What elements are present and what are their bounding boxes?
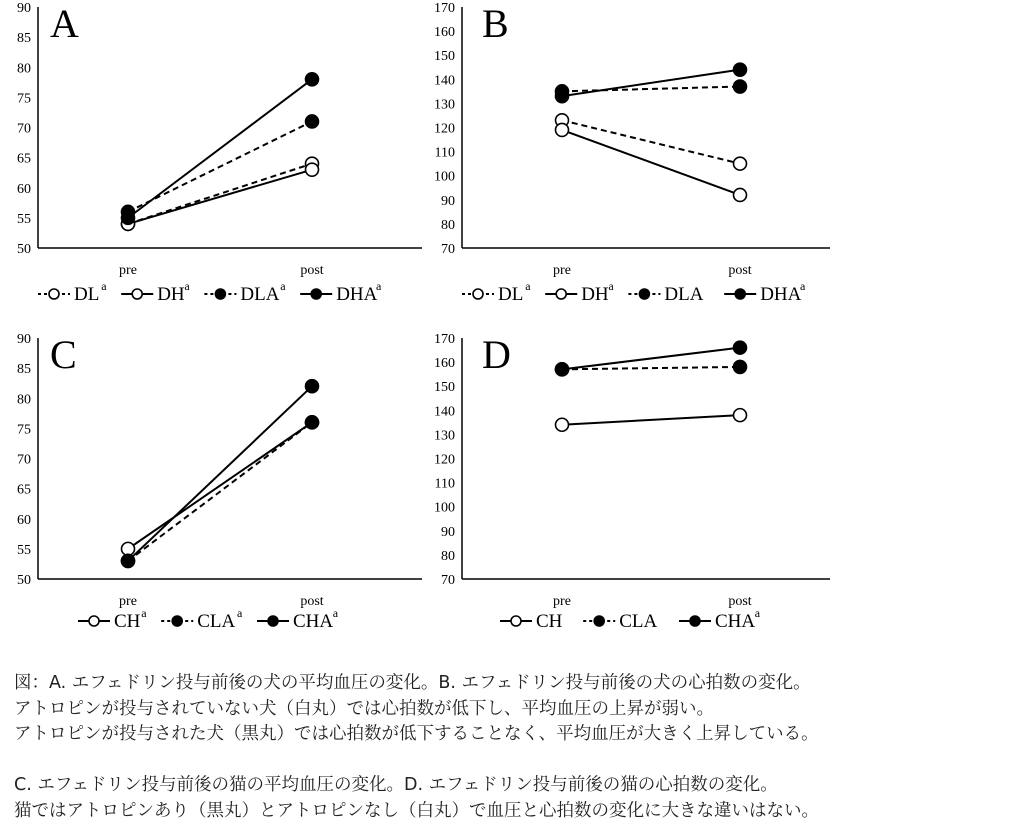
series-dh-point-post [306, 163, 319, 176]
legend-superscript: a [525, 279, 531, 293]
legend-marker [511, 616, 521, 626]
y-tick-label: 160 [434, 356, 455, 372]
series-cha-point-post [734, 341, 747, 354]
y-tick-label: 85 [17, 31, 31, 47]
legend-label: CHA [293, 611, 334, 632]
series-dha-point-post [734, 63, 747, 76]
y-tick-label: 90 [441, 193, 455, 209]
x-tick-label-post: post [300, 594, 324, 609]
x-tick-label-pre: pre [119, 263, 137, 278]
y-tick-label: 130 [434, 428, 455, 444]
series-dl-line [562, 120, 740, 163]
legend-marker [49, 289, 59, 299]
panel-letter: C [50, 332, 77, 377]
y-tick-label: 55 [17, 211, 31, 227]
series-dha-point-pre [122, 211, 135, 224]
panel-letter: A [50, 1, 79, 46]
series-dla-line [562, 87, 740, 92]
y-tick-label: 110 [434, 476, 455, 492]
legend-label: DH [581, 284, 609, 305]
legend-label: CLA [197, 611, 236, 632]
series-cla-line [128, 422, 312, 561]
legend [78, 606, 339, 632]
legend-marker [556, 289, 566, 299]
x-tick-label-pre: pre [553, 594, 571, 609]
legend-label: CH [114, 611, 141, 632]
y-tick-label: 80 [17, 61, 31, 77]
series-cha-line [128, 386, 312, 561]
series-cha-point-pre [122, 554, 135, 567]
caption-line-1: 図：A. エフェドリン投与前後の犬の平均血圧の変化。B. エフェドリン投与前後の犬の心拍数の変化。 [14, 673, 811, 693]
series-cha-point-post [306, 380, 319, 393]
legend-superscript: a [141, 606, 147, 620]
legend-label: DL [498, 284, 524, 305]
series-dla-point-post [306, 115, 319, 128]
y-tick-label: 85 [17, 362, 31, 378]
legend-superscript: a [101, 279, 107, 293]
series-dh-point-post [734, 188, 747, 201]
figure-caption [14, 671, 1014, 824]
y-tick-label: 70 [17, 121, 31, 137]
legend-superscript: a [184, 279, 190, 293]
x-tick-label-post: post [728, 263, 752, 278]
legend-label: CLA [619, 611, 658, 632]
legend-superscript: a [376, 279, 382, 293]
caption-line-4 [14, 748, 1014, 774]
legend-superscript: a [608, 279, 614, 293]
series-dha-point-post [306, 73, 319, 86]
legend-superscript: a [332, 606, 339, 620]
legend-label: DHA [760, 284, 802, 305]
legend-marker [473, 289, 483, 299]
y-tick-label: 120 [434, 452, 455, 468]
series-cla-line [562, 367, 740, 369]
legend [500, 606, 761, 632]
series-ch-point-pre [122, 542, 135, 555]
legend-marker [132, 289, 142, 299]
legend-superscript: a [237, 606, 243, 620]
series-cla-point-post [734, 360, 747, 373]
series-ch-line [128, 422, 312, 549]
series-dla-point-post [734, 80, 747, 93]
y-tick-label: 150 [434, 49, 455, 65]
y-tick-label: 80 [441, 548, 455, 564]
series-ch-point-pre [556, 418, 569, 431]
y-tick-label: 70 [17, 452, 31, 468]
y-tick-label: 75 [17, 422, 31, 438]
series-cha-point-pre [556, 363, 569, 376]
y-tick-label: 60 [17, 512, 31, 528]
legend-label: CH [536, 611, 563, 632]
legend-marker [89, 616, 99, 626]
x-tick-label-pre: pre [553, 263, 571, 278]
y-tick-label: 90 [17, 332, 31, 347]
series-dh-line [562, 130, 740, 195]
legend-marker [639, 289, 649, 299]
y-tick-label: 50 [17, 573, 31, 588]
y-tick-label: 90 [17, 1, 31, 16]
series-cla-point-post [306, 416, 319, 429]
caption-line-5: C. エフェドリン投与前後の猫の平均血圧の変化。D. エフェドリン投与前後の猫の心拍数の変化。 [14, 775, 778, 795]
legend-marker [690, 616, 700, 626]
series-ch-point-post [734, 409, 747, 422]
series-dl-point-post [734, 157, 747, 170]
legend-marker [215, 289, 225, 299]
y-tick-label: 55 [17, 542, 31, 558]
caption-line-3: アトロピンが投与された犬（黒丸）では心拍数が低下することなく、平均血圧が大きく上昇している。 [14, 724, 819, 744]
y-tick-label: 160 [434, 25, 455, 41]
chart-panel-b [434, 1, 830, 305]
chart-panel-d [434, 332, 830, 632]
series-dha-point-pre [556, 90, 569, 103]
y-tick-label: 100 [434, 500, 455, 516]
x-tick-label-post: post [300, 263, 324, 278]
legend-superscript: a [800, 279, 806, 293]
caption-line-6: 猫ではアトロピンあり（黒丸）とアトロピンなし（白丸）で血圧と心拍数の変化に大きな違いはない。 [14, 800, 819, 821]
y-tick-label: 170 [434, 1, 455, 16]
series-cha-line [562, 348, 740, 370]
y-tick-label: 70 [441, 573, 455, 588]
series-dh-point-pre [556, 123, 569, 136]
legend-superscript: a [280, 279, 286, 293]
series-dha-line [562, 70, 740, 97]
legend-label: DH [157, 284, 185, 305]
y-tick-label: 100 [434, 169, 455, 185]
legend-marker [172, 616, 182, 626]
y-tick-label: 75 [17, 91, 31, 107]
panel-letter: B [482, 1, 509, 46]
legend-label: CHA [715, 611, 756, 632]
panel-letter: D [482, 332, 511, 377]
legend-marker [311, 289, 321, 299]
legend-marker [594, 616, 604, 626]
legend-label: DLA [240, 284, 280, 305]
chart-panel-c [17, 332, 422, 632]
x-tick-label-pre: pre [119, 594, 137, 609]
series-ch-line [562, 415, 740, 425]
legend-label: DLA [664, 284, 704, 305]
x-tick-label-post: post [728, 594, 752, 609]
y-tick-label: 60 [17, 181, 31, 197]
y-tick-label: 70 [441, 242, 455, 257]
y-tick-label: 140 [434, 404, 455, 420]
legend [38, 279, 382, 305]
legend-label: DHA [336, 284, 378, 305]
y-tick-label: 80 [17, 392, 31, 408]
y-tick-label: 110 [434, 145, 455, 161]
legend [462, 279, 806, 305]
y-tick-label: 170 [434, 332, 455, 347]
y-tick-label: 65 [17, 482, 31, 498]
legend-label: DL [74, 284, 100, 305]
y-tick-label: 65 [17, 151, 31, 167]
chart-panel-a [17, 1, 422, 305]
caption-line-2: アトロピンが投与されていない犬（白丸）では心拍数が低下し、平均血圧の上昇が弱い。 [14, 698, 714, 719]
legend-marker [268, 616, 278, 626]
y-tick-label: 50 [17, 242, 31, 257]
legend-marker [735, 289, 745, 299]
legend-superscript: a [754, 606, 761, 620]
y-tick-label: 90 [441, 524, 455, 540]
y-tick-label: 150 [434, 380, 455, 396]
y-tick-label: 130 [434, 97, 455, 113]
y-tick-label: 80 [441, 217, 455, 233]
y-tick-label: 140 [434, 73, 455, 89]
y-tick-label: 120 [434, 121, 455, 137]
